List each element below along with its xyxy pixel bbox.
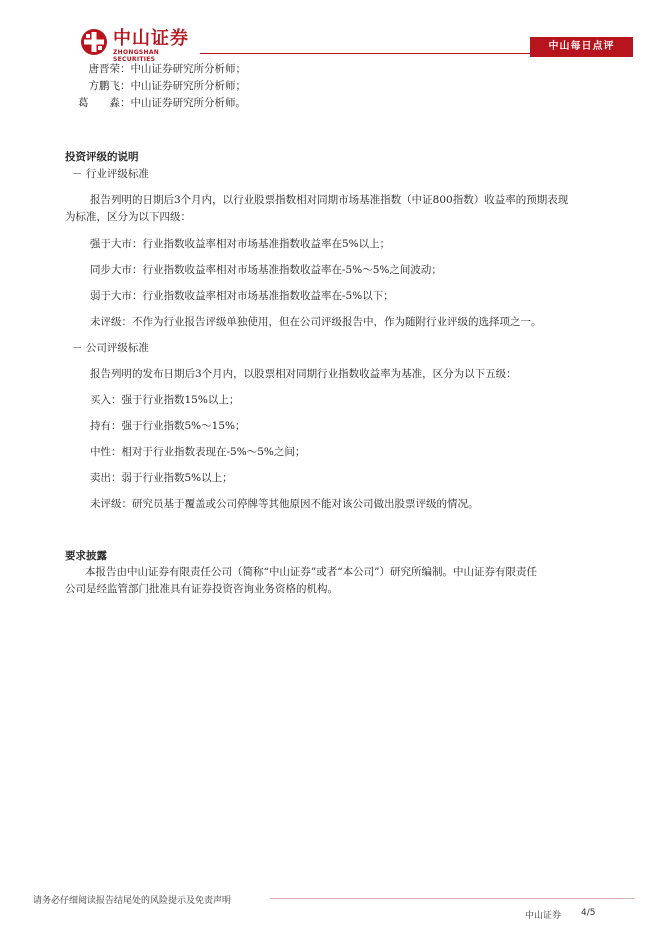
rating-section-title: 投资评级的说明 [65,151,139,163]
industry-rating-item: 强于大市：行业指数收益率相对市场基准指数收益率在5%以上； [90,238,391,250]
disclosure-title: 要求披露 [65,550,107,562]
disclosure-line-1: 本报告由中山证券有限责任公司（简称“中山证券”或者“本公司”）研究所编制。中山证券有限责任 [85,566,537,578]
company-rating-item: 卖出：弱于行业指数5%以上； [90,472,233,484]
company-rating-item: 买入：强于行业指数15%以上； [90,394,240,406]
report-type-badge: 中山每日点评 [530,37,633,57]
footer-rule [270,898,635,899]
industry-rating-item: 同步大市：行业指数收益率相对市场基准指数收益率在-5%～5%之间波动； [90,264,442,276]
logo-chinese-name: 中山证券 [113,28,189,49]
company-logo [80,28,200,63]
company-rating-item: 持有：强于行业指数5%～15%； [90,420,246,432]
analyst-row [68,79,246,93]
industry-rating-heading: － 行业评级标准 [72,168,149,180]
analyst-name: 唐晋荣 [88,63,120,75]
analyst-desc: 中山证券研究所分析师。 [130,97,246,109]
disclosure-line-2: 公司是经监管部门批准具有证券投资咨询业务资格的机构。 [65,583,338,595]
page-number: 4/5 [581,908,596,918]
logo-english-name: ZHONGSHAN SECURITIES [113,49,160,63]
analyst-row [68,62,246,76]
company-rating-item: 未评级：研究员基于覆盖或公司停牌等其他原因不能对该公司做出股票评级的情况。 [90,498,479,510]
analyst-row [68,96,246,110]
header-rule [200,53,530,54]
analyst-colon: ： [120,97,131,109]
analyst-colon: ： [120,63,131,75]
analyst-desc: 中山证券研究所分析师； [130,63,246,75]
company-rating-heading: － 公司评级标准 [72,342,149,354]
footer-brand: 中山证券 [525,911,562,921]
industry-intro-line-2: 为标准，区分为以下四级： [65,211,191,223]
industry-intro-line-1: 报告列明的日期后3个月内，以行业股票指数相对同期市场基准指数（中证800指数）收益率的预期表现 [90,194,569,206]
analyst-name: 葛 淼 [78,97,120,109]
company-rating-item: 中性：相对于行业指数表现在-5%～5%之间； [90,446,306,458]
company-intro: 报告列明的发布日期后3个月内，以股票相对同期行业指数收益率为基准，区分为以下五级： [90,368,517,380]
footer-disclaimer-note: 请务必仔细阅读报告结尾处的风险提示及免责声明 [33,896,232,906]
analyst-name: 方鹏飞 [88,80,120,92]
logo-mark-icon [80,28,108,56]
analyst-colon: ： [120,80,131,92]
industry-rating-item: 未评级：不作为行业报告评级单独使用，但在公司评级报告中，作为随附行业评级的选择项之一。 [90,316,542,328]
analyst-desc: 中山证券研究所分析师； [130,80,246,92]
industry-rating-item: 弱于大市：行业指数收益率相对市场基准指数收益率在-5%以下； [90,290,394,302]
